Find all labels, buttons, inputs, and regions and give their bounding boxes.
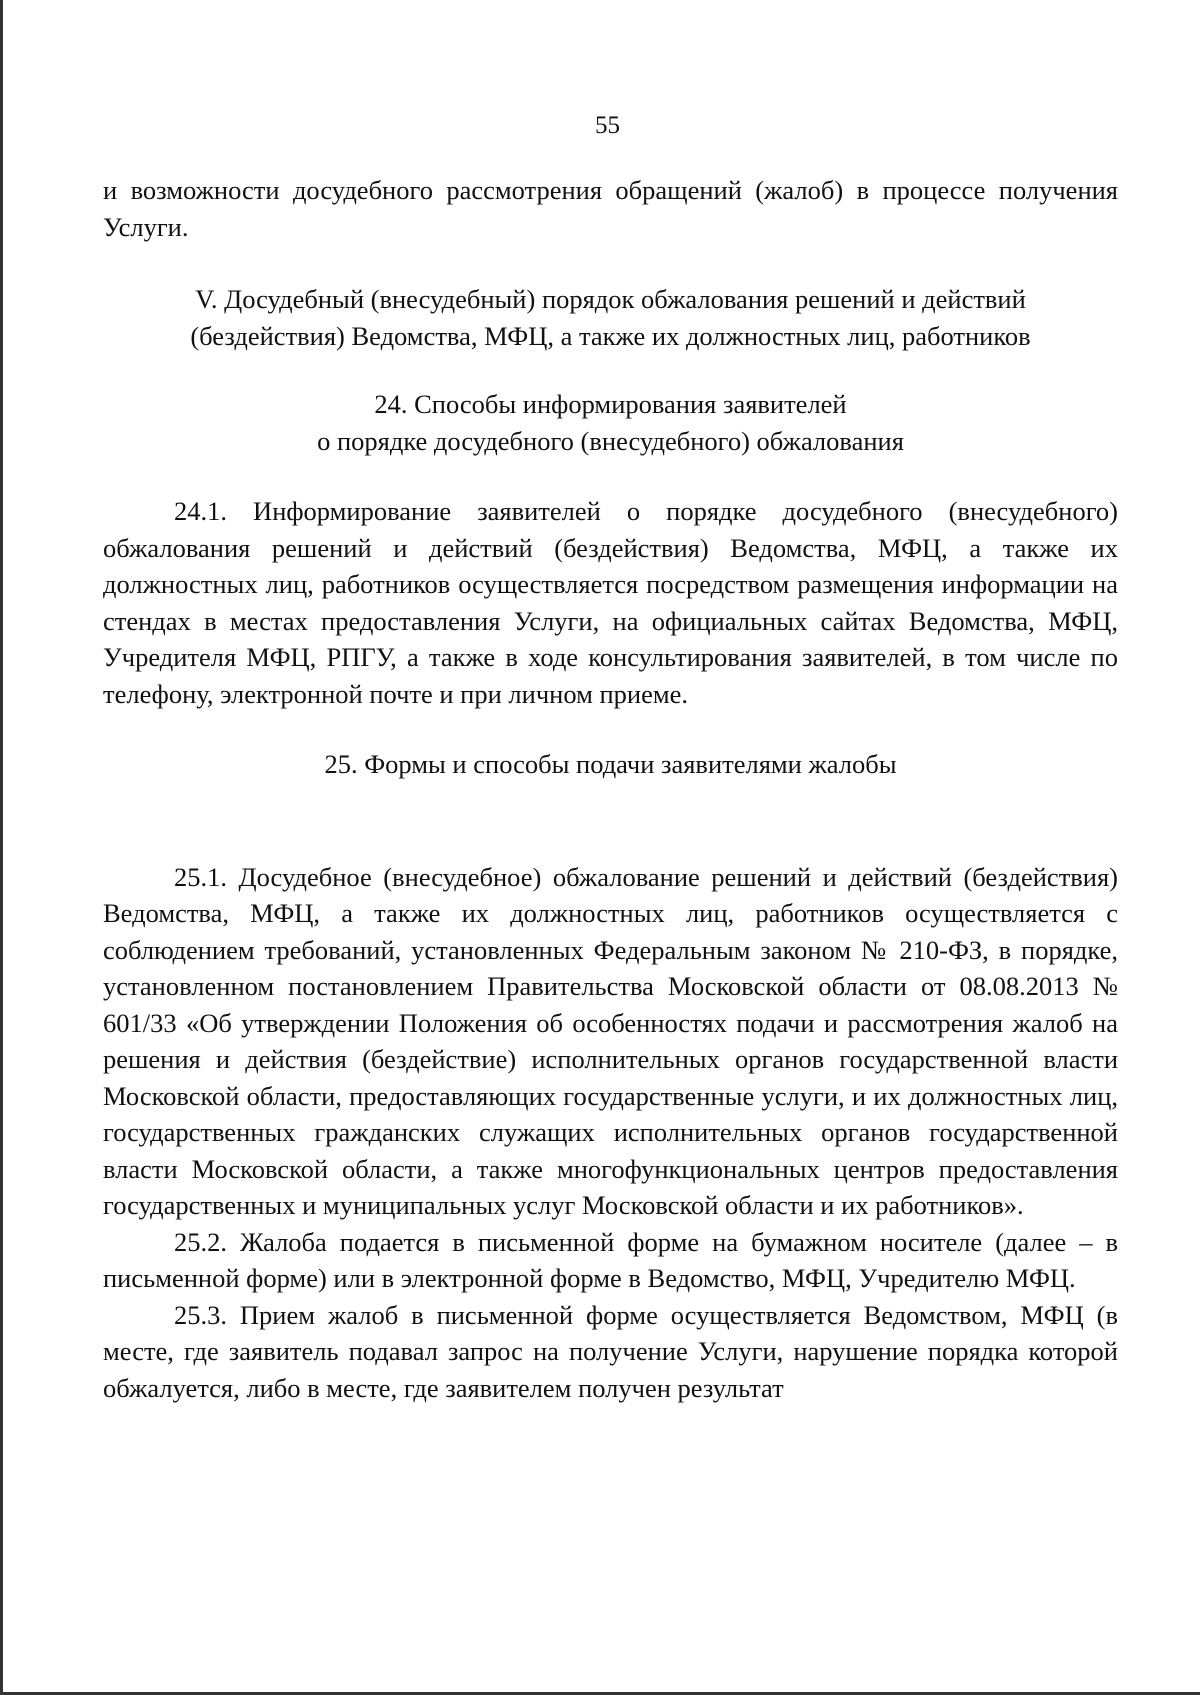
- section-v-title-line-1: V. Досудебный (внесудебный) порядок обжалования решений и действий: [195, 284, 1026, 314]
- page-number: 55: [595, 112, 620, 139]
- document-body: [103, 172, 1118, 1406]
- paragraph-25-2: 25.2. Жалоба подается в письменной форме на бумажном носителе (далее – в письменной форме) или в электронной форме в Ведомство, МФЦ, Учредителю МФЦ.: [103, 1226, 1118, 1293]
- subsection-25-title: 25. Формы и способы подачи заявителями жалобы: [324, 749, 897, 779]
- section-v-title: [103, 281, 1118, 354]
- subsection-24-title: [103, 386, 1118, 459]
- section-v-title-line-2: (бездействия) Ведомства, МФЦ, а также их должностных лиц, работников: [190, 320, 1031, 351]
- intro-paragraph: и возможности досудебного рассмотрения обращений (жалоб) в процессе получения Услуги.: [103, 175, 1118, 242]
- subsection-24-title-line-2: о порядке досудебного (внесудебного) обжалования: [317, 425, 904, 456]
- scan-left-edge: [0, 0, 3, 1695]
- subsection-24-title-line-1: 24. Способы информирования заявителей: [374, 389, 847, 419]
- paragraph-25-3: 25.3. Прием жалоб в письменной форме осуществляется Ведомством, МФЦ (в месте, где заявитель подавал запрос на получение Услуги, нарушение порядка которой обжалуется, либо в месте, где заявителем получен результат: [103, 1299, 1118, 1403]
- paragraph-25-1: 25.1. Досудебное (внесудебное) обжалование решений и действий (бездействия) Ведомства, МФЦ, а также их должностных лиц, работников осуществляется с соблюдением требований, установленных Федеральным законом № 210-ФЗ, в порядке, установленном постановлением Правительства Московской области от 08.08.2013 № 601/33 «Об утверждении Положения об особенностях подачи и рассмотрения жалоб на решения и действия (бездействие) исполнительных органов государственной власти Московской области, предоставляющих государственные услуги, и их должностных лиц, государственных гражданских служащих исполнительных органов государственной власти Московской области, а также многофункциональных центров предоставления государственных и муниципальных услуг Московской области и их работников».: [103, 861, 1118, 1220]
- paragraph-24-1: 24.1. Информирование заявителей о порядке досудебного (внесудебного) обжалования решений и действий (бездействия) Ведомства, МФЦ, а также их должностных лиц, работников осуществляется посредством размещения информации на стендах в местах предоставления Услуги, на официальных сайтах Ведомства, МФЦ, Учредителя МФЦ, РПГУ, а также в ходе консультирования заявителей, в том числе по телефону, электронной почте и при личном приеме.: [103, 496, 1118, 709]
